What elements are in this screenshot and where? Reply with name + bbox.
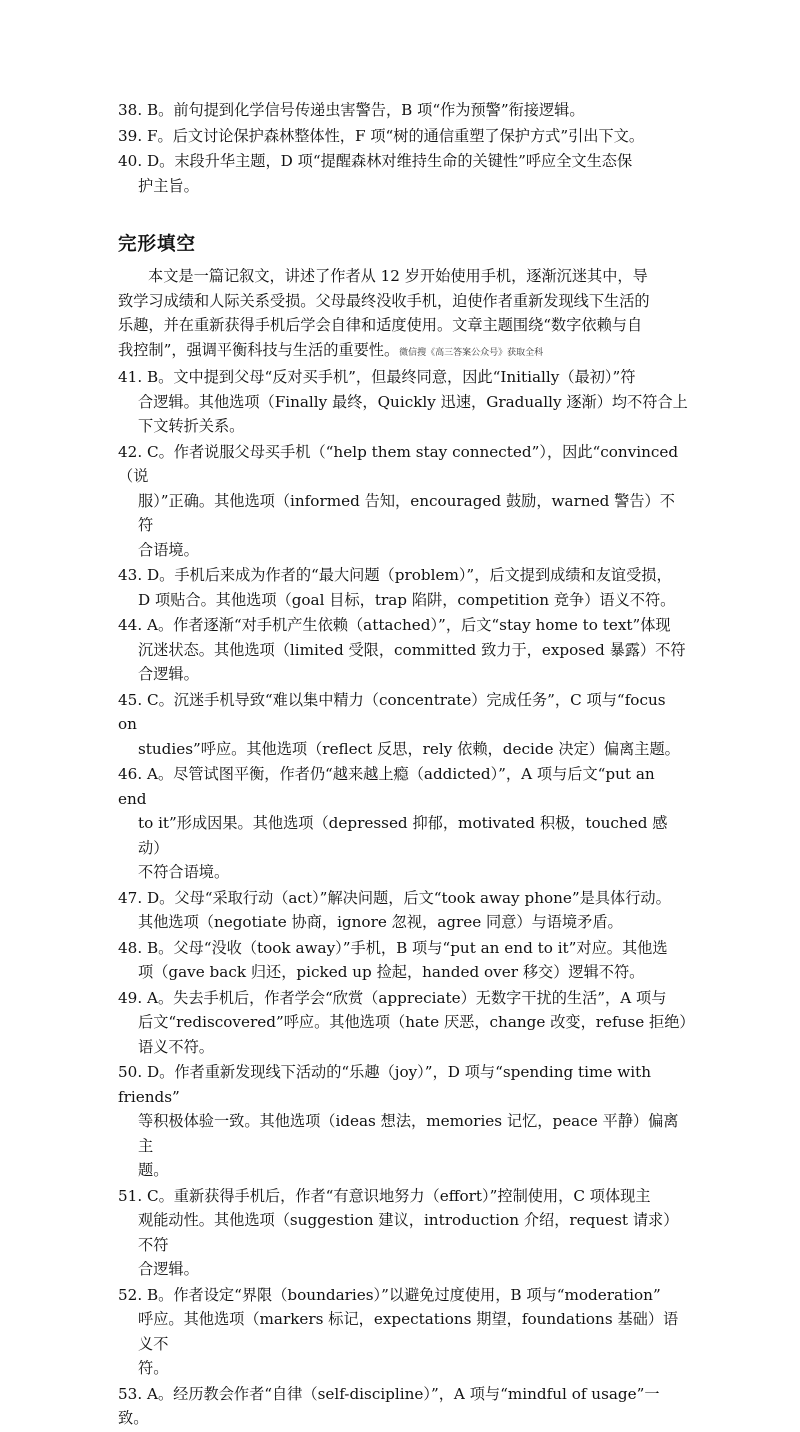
answer-text: 项（gave back 归还，picked up 捡起，handed over 移交）逻辑不符。: [138, 963, 645, 981]
answer-text: 语义不符。: [138, 1037, 214, 1056]
intro-line-text: 我控制”，强调平衡科技与生活的重要性。: [118, 340, 400, 359]
answer-text: 下文转折关系。: [138, 417, 245, 435]
answer-line-continued: [118, 588, 688, 613]
answer-entry: [118, 98, 688, 123]
answer-line-continued: [118, 1010, 695, 1035]
answer-text: 不符合语境。: [138, 863, 230, 881]
answer-line-first: [118, 688, 688, 737]
answer-line-continued: [118, 1307, 688, 1356]
answer-text: 经历教会作者“自律（self-discipline）”，A 项与“mindful of usage”一致。: [118, 1384, 660, 1427]
answer-number: 48. B。: [118, 938, 174, 957]
answer-line-first: [118, 1283, 688, 1308]
answer-line-first: [118, 440, 688, 489]
page-content: [118, 98, 695, 1432]
answer-entry: [118, 1184, 688, 1282]
answer-line-first: [118, 986, 688, 1011]
answer-line-continued: [118, 1257, 688, 1282]
answer-text: 前句提到化学信号传递虫害警告，B 项“作为预警”衔接逻辑。: [173, 101, 585, 119]
answer-text: 后文“rediscovered”呼应。其他选项（hate 厌恶，change 改变，refuse 拒绝）: [138, 1013, 695, 1031]
answer-text: 作者逐渐“对手机产生依赖（attached）”，后文“stay home to text”体现: [173, 616, 671, 634]
intro-line: 致学习成绩和人际关系受损。父母最终没收手机，迫使作者重新发现线下生活的: [118, 291, 650, 310]
intro-line: 乐趣，并在重新获得手机后学会自律和适度使用。文章主题围绕“数字依赖与自: [118, 316, 643, 334]
section-title: 完形填空: [118, 234, 197, 255]
answer-line-first: [118, 936, 688, 961]
answer-text: 父母“采取行动（act）”解决问题，后文“took away phone”是具体行动。: [174, 888, 671, 907]
answer-line-first: [118, 563, 688, 588]
answer-number: 38. B。: [118, 101, 174, 119]
answer-number: 49. A。: [118, 988, 174, 1007]
answer-entry: [118, 1382, 688, 1431]
answer-entry: [118, 986, 695, 1060]
answer-line-continued: [118, 489, 688, 538]
answer-entry: [118, 365, 688, 439]
answer-entry: [118, 688, 688, 762]
answer-text: 手机后来成为作者的“最大问题（problem）”，后文提到成绩和友谊受损，: [174, 566, 672, 584]
answer-line-continued: [118, 737, 688, 762]
answer-entry: [118, 762, 688, 885]
answer-line-first: [118, 124, 688, 149]
answer-line-continued: [118, 174, 688, 199]
answer-text: 尽管试图平衡，作者仍“越来越上瘾（addicted）”，A 项与后文“put an end: [118, 765, 655, 808]
answer-text: 符。: [138, 1359, 169, 1377]
answer-text: 文中提到父母“反对买手机”，但最终同意，因此“Initially（最初）”符: [173, 368, 636, 386]
answer-text: 等积极体验一致。其他选项（ideas 想法，memories 记忆，peace 平静）偏离主: [138, 1112, 679, 1155]
answer-text: 末段升华主题，D 项“提醒森林对维持生命的关键性”呼应全文生态保: [174, 152, 633, 170]
answer-text: 失去手机后，作者学会“欣赏（appreciate）无数字干扰的生活”，A 项与: [173, 988, 667, 1007]
answer-entry: [118, 936, 688, 985]
answer-line-first: [118, 886, 688, 911]
answer-entry: [118, 886, 688, 935]
answer-text: 重新获得手机后，作者“有意识地努力（effort）”控制使用，C 项体现主: [173, 1186, 651, 1205]
answer-line-continued: [118, 811, 688, 860]
answer-number: 42. C。: [118, 442, 174, 461]
answer-line-continued: [118, 538, 688, 563]
answer-text: D 项贴合。其他选项（goal 目标，trap 陷阱，competition 竞争）语义不符。: [138, 590, 676, 609]
answer-line-continued: [118, 1356, 688, 1381]
answer-entry: [118, 563, 688, 612]
answer-entry: [118, 440, 688, 563]
answer-line-first: [118, 98, 688, 123]
answer-text: 作者重新发现线下活动的“乐趣（joy）”，D 项与“spending time with friends”: [118, 1063, 651, 1106]
answer-list-cloze: [118, 365, 695, 1431]
answer-text: studies”呼应。其他选项（reflect 反思，rely 依赖，decide 决定）偏离主题。: [138, 739, 680, 758]
answer-line-continued: [118, 910, 688, 935]
answer-number: 45. C。: [118, 690, 174, 709]
answer-text: 作者说服父母买手机（“help them stay connected”），因此“convinced（说: [118, 442, 679, 485]
answer-text: 沉迷状态。其他选项（limited 受限，committed 致力于，exposed 暴露）不符: [138, 640, 686, 659]
answer-number: 51. C。: [118, 1186, 174, 1205]
answer-line-first: [118, 1184, 688, 1209]
answer-number: 44. A。: [118, 616, 174, 634]
answer-text: 沉迷手机导致“难以集中精力（concentrate）完成任务”，C 项与“focus on: [118, 690, 666, 733]
answer-line-first: [118, 365, 688, 390]
answer-number: 46. A。: [118, 765, 174, 783]
answer-line-continued: [118, 1109, 688, 1158]
answer-line-continued: [118, 662, 688, 687]
answer-line-continued: [118, 860, 688, 885]
intro-line: 本文是一篇记叙文，讲述了作者从 12 岁开始使用手机，逐渐沉迷其中，导: [148, 267, 648, 285]
answer-entry: [118, 613, 688, 687]
answer-text: 合语境。: [138, 540, 199, 559]
answer-text: 观能动性。其他选项（suggestion 建议，introduction 介绍，request 请求）不符: [138, 1211, 679, 1254]
answer-line-continued: [118, 390, 688, 415]
answer-text: 服）”正确。其他选项（informed 告知，encouraged 鼓励，warned 警告）不符: [138, 491, 675, 534]
answer-line-continued: [118, 1158, 688, 1183]
answer-line-first: [118, 1060, 688, 1109]
answer-list-top: [118, 98, 688, 198]
answer-entry: [118, 149, 688, 198]
answer-text: 合逻辑。: [138, 1260, 199, 1278]
answer-text: 呼应。其他选项（markers 标记，expectations 期望，foundations 基础）语义不: [138, 1310, 679, 1353]
answer-number: 47. D。: [118, 888, 175, 907]
answer-number: 53. A。: [118, 1384, 174, 1403]
answer-number: 39. F。: [118, 126, 173, 145]
answer-line-first: [118, 613, 688, 638]
answer-line-first: [118, 1382, 688, 1431]
watermark-text: 微信搜《高三答案公众号》获取全科: [399, 347, 544, 358]
answer-line-first: [118, 762, 688, 811]
answer-text: 作者设定“界限（boundaries）”以避免过度使用，B 项与“moderation”: [173, 1285, 661, 1304]
answer-text: 题。: [138, 1161, 169, 1179]
answer-text: to it”形成因果。其他选项（depressed 抑郁，motivated 积极，touched 感动）: [138, 814, 668, 857]
answer-entry: [118, 1283, 688, 1381]
answer-text: 合逻辑。其他选项（Finally 最终，Quickly 迅速，Gradually 逐渐）均不符合上: [138, 392, 688, 411]
answer-text: 其他选项（negotiate 协商，ignore 忽视，agree 同意）与语境矛盾。: [138, 913, 623, 931]
answer-entry: [118, 1060, 688, 1183]
answer-line-continued: [118, 1035, 688, 1060]
intro-line-last: [118, 338, 688, 366]
answer-line-first: [118, 149, 688, 174]
answer-entry: [118, 124, 688, 149]
answer-number: 43. D。: [118, 566, 175, 584]
answer-line-continued: [118, 414, 688, 439]
answer-text: 后文讨论保护森林整体性，F 项“树的通信重塑了保护方式”引出下文。: [172, 126, 645, 145]
answer-text: 合逻辑。: [138, 665, 199, 683]
answer-number: 40. D。: [118, 152, 175, 170]
answer-line-continued: [118, 1208, 688, 1257]
answer-line-continued: [118, 960, 688, 985]
answer-number: 52. B。: [118, 1285, 174, 1304]
intro-paragraph: [118, 264, 688, 365]
answer-text: 护主旨。: [138, 176, 199, 195]
answer-text: 父母“没收（took away）”手机，B 项与“put an end to it”对应。其他选: [173, 938, 668, 957]
answer-number: 50. D。: [118, 1063, 175, 1081]
answer-line-continued: [118, 638, 688, 663]
answer-number: 41. B。: [118, 368, 174, 386]
